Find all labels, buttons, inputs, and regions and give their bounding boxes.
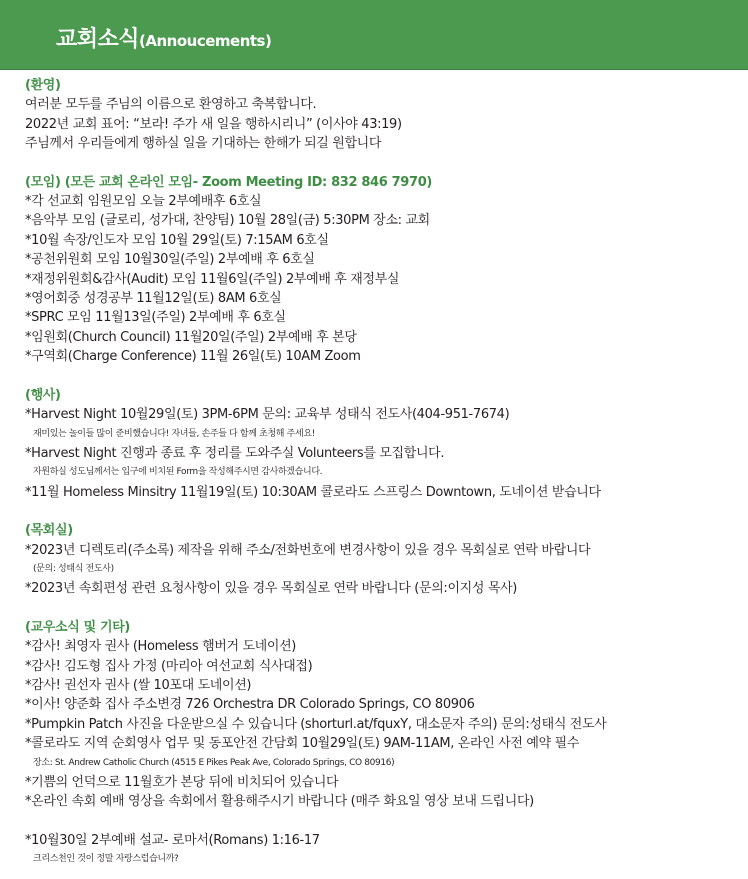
announcement-line: *재정위원회&감사(Audit) 모임 11월6일(주일) 2부예배 후 재정부실: [25, 271, 400, 287]
announcement-line: 자원하실 성도님께서는 입구에 비치된 Form을 작성해주시면 감사하겠습니다.: [33, 467, 323, 478]
announcement-line: *감사! 최영자 권사 (Homeless 햄버거 도네이션): [25, 639, 297, 655]
header-banner: [0, 0, 748, 70]
announcement-line: *2023년 디렉토리(주소록) 제작을 위해 주소/전화번호에 변경사항이 있을 경우 목회실로 연락 바랍니다: [25, 542, 591, 558]
sermon-title: 크리스천인 것이 정말 자랑스럽습니까?: [33, 854, 179, 865]
announcement-line: *이사! 양준화 집사 주소변경 726 Orchestra DR Colorado Springs, CO 80906: [25, 697, 475, 713]
section-heading: (모임) (모든 교회 온라인 모임- Zoom Meeting ID: 832 846 7970): [25, 174, 432, 190]
announcement-line: *Pumpkin Patch 사진을 다운받으실 수 있습니다 (shorturl.at/fquxY, 대소문자 주의) 문의:성태식 전도사: [25, 716, 607, 732]
announcement-line: *감사! 권선자 권사 (쌀 10포대 도네이션): [25, 677, 252, 693]
announcement-line: *임원회(Church Council) 11월20일(주일) 2부예배 후 본당: [25, 329, 357, 345]
section-heading: (행사): [25, 387, 61, 403]
announcement-line: *콜로라도 지역 순회영사 업무 및 동포안전 간담회 10월29일(토) 9AM-11AM, 온라인 사전 예약 필수: [25, 736, 580, 752]
announcement-line: *SPRC 모임 11월13일(주일) 2부예배 후 6호실: [25, 310, 286, 326]
page-title-english: (Annoucements): [139, 32, 272, 50]
announcement-line: *2023년 속회편성 관련 요청사항이 있을 경우 목회실로 연락 바랍니다 (문의:이지성 목사): [25, 581, 517, 597]
announcement-line: *영어회중 성경공부 11월12일(토) 8AM 6호실: [25, 291, 282, 307]
section-sermon: [25, 831, 740, 870]
section-heading: (환영): [25, 78, 61, 93]
section-office: [25, 521, 740, 599]
announcement-line: *Harvest Night 10월29일(토) 3PM-6PM 문의: 교육부 성태식 전도사(404-951-7674): [25, 407, 510, 423]
announcement-line: *온라인 속회 예배 영상을 속회에서 활용해주시기 바랍니다 (매주 화요일 영상 보내 드립니다): [25, 794, 534, 810]
section-events: [25, 386, 740, 502]
section-heading: (교우소식 및 기타): [25, 619, 130, 635]
announcement-line: 장소: St. Andrew Catholic Church (4515 E Pikes Peak Ave, Colorado Springs, CO 80916): [33, 757, 395, 768]
page-title-korean: 교회소식: [56, 27, 140, 52]
announcement-line: *10월 속장/인도자 모임 10월 29일(토) 7:15AM 6호실: [25, 232, 329, 248]
section-meetings: [25, 173, 740, 367]
announcement-line: (문의: 성태식 전도사): [33, 563, 114, 574]
announcement-line: *감사! 김도형 집사 가정 (마리아 여선교회 식사대접): [25, 658, 313, 674]
page-title: [56, 22, 271, 53]
announcement-line: 여러분 모두를 주님의 이름으로 환영하고 축복합니다.: [25, 97, 317, 113]
section-news: [25, 618, 740, 812]
announcements-body: [25, 76, 740, 870]
announcement-line: *공천위원회 모임 10월30일(주일) 2부예배 후 6호실: [25, 252, 315, 268]
announcement-line: 재미있는 놀이들 많이 준비했습니다! 자녀들, 손주들 다 함께 초청해 주세요!: [33, 428, 315, 439]
announcement-line: *기쁨의 언덕으로 11월호가 본당 뒤에 비치되어 있습니다: [25, 775, 339, 790]
announcement-line: 주님께서 우리들에게 행하실 일을 기대하는 한해가 되길 원합니다: [25, 136, 382, 152]
announcement-line: *구역회(Charge Conference) 11월 26일(토) 10AM Zoom: [25, 349, 361, 365]
sermon-line: *10월30일 2부예배 설교- 로마서(Romans) 1:16-17: [25, 832, 320, 848]
announcement-line: *Harvest Night 진행과 종료 후 정리를 도와주실 Volunteers를 모집합니다.: [25, 445, 445, 461]
announcement-line: 2022년 교회 표어: “보라! 주가 새 일을 행하시리니” (이사야 43:19): [25, 116, 402, 132]
announcement-line: *11월 Homeless Minsitry 11월19일(토) 10:30AM 콜로라도 스프링스 Downtown, 도네이션 받습니다: [25, 484, 601, 500]
announcement-line: *음악부 모임 (글로리, 성가대, 찬양팀) 10월 28일(금) 5:30PM 장소: 교회: [25, 213, 430, 229]
section-heading: (목회실): [25, 523, 73, 539]
section-welcome: [25, 76, 740, 154]
announcement-line: *각 선교회 임원모임 오늘 2부예배후 6호실: [25, 194, 262, 210]
